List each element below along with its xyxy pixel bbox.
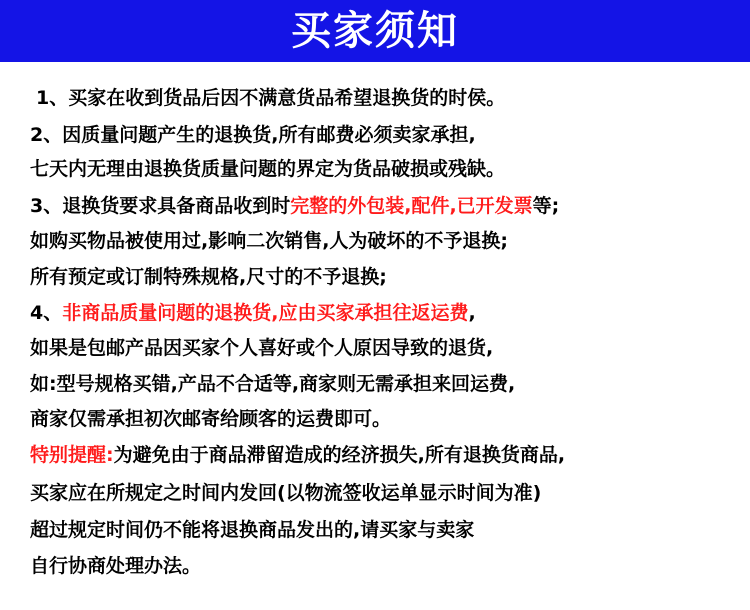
notice-line-7-prefix: 4、 xyxy=(30,302,63,324)
notice-line-4-highlight: 完整的外包装,配件,已开发票 xyxy=(290,195,533,217)
notice-line-10: 商家仅需承担初次邮寄给顾客的运费即可。 xyxy=(30,408,392,430)
notice-line-13: 超过规定时间仍不能将退换商品发出的,请买家与卖家 xyxy=(30,519,475,541)
notice-line-4-suffix: 等; xyxy=(532,195,560,217)
special-reminder-label: 特别提醒: xyxy=(30,444,114,466)
notice-line-7-suffix: , xyxy=(468,302,476,324)
notice-line-2: 2、因质量问题产生的退换货,所有邮费必须卖家承担, xyxy=(30,124,476,146)
notice-line-9: 如:型号规格买错,产品不合适等,商家则无需承担来回运费, xyxy=(30,373,516,395)
notice-line-11 xyxy=(30,446,565,465)
notice-line-4 xyxy=(30,197,559,216)
notice-line-4-text: 3、退换货要求具备商品收到时 xyxy=(30,195,291,217)
notice-line-12: 买家应在所规定之时间内发回(以物流签收运单显示时间为准) xyxy=(30,482,542,504)
notice-line-7 xyxy=(30,304,476,323)
notice-line-3: 七天内无理由退换货质量问题的界定为货品破损或残缺。 xyxy=(30,158,506,180)
notice-line-8: 如果是包邮产品因买家个人喜好或个人原因导致的退货, xyxy=(30,337,494,359)
notice-line-7-highlight: 非商品质量问题的退换货,应由买家承担往返运费 xyxy=(62,302,469,324)
page-title: 买家须知 xyxy=(291,8,459,54)
notice-line-1: 1、买家在收到货品后因不满意货品希望退换货的时侯。 xyxy=(36,87,506,109)
notice-line-11-text: 为避免由于商品滞留造成的经济损失,所有退换货商品, xyxy=(113,444,566,466)
notice-line-14: 自行协商处理办法。 xyxy=(30,555,202,577)
notice-line-5: 如购买物品被使用过,影响二次销售,人为破坏的不予退换; xyxy=(30,230,509,252)
notice-line-6: 所有预定或订制特殊规格,尺寸的不予退换; xyxy=(30,266,387,288)
